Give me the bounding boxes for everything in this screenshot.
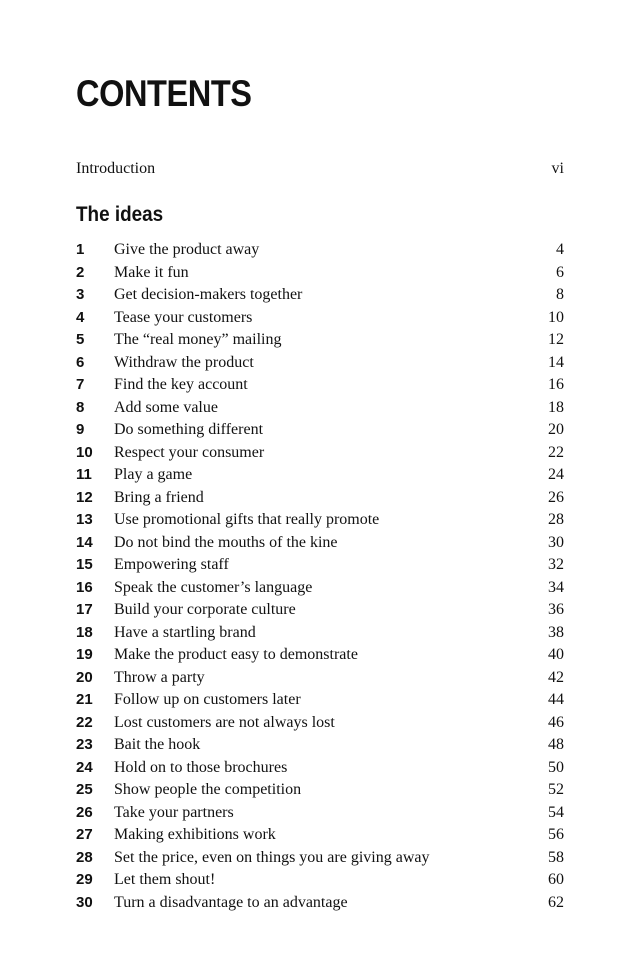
toc-entry bbox=[76, 284, 564, 307]
toc-entry-title: Add some value bbox=[114, 398, 218, 416]
toc-entry-title: Bring a friend bbox=[114, 488, 204, 506]
toc-entry-number: 10 bbox=[76, 443, 93, 461]
toc-entry-title: Turn a disadvantage to an advantage bbox=[114, 893, 348, 911]
toc-entry-number: 13 bbox=[76, 511, 93, 528]
toc-entry bbox=[76, 712, 564, 735]
toc-entry-number: 6 bbox=[76, 353, 85, 371]
page-title: CONTENTS bbox=[76, 73, 252, 114]
toc-entry-page: 36 bbox=[548, 601, 564, 618]
toc-entry-page: 10 bbox=[548, 308, 564, 326]
toc-entry-title: Let them shout! bbox=[114, 871, 216, 888]
toc-entry-title: Build your corporate culture bbox=[114, 601, 296, 618]
toc-entry-title: Withdraw the product bbox=[114, 353, 254, 371]
toc-entry-title: Make the product easy to demonstrate bbox=[114, 646, 358, 663]
toc-entry bbox=[76, 779, 564, 802]
toc-entry-page: 22 bbox=[548, 443, 564, 461]
toc-entry bbox=[76, 577, 564, 600]
toc-entry-page: 14 bbox=[548, 353, 564, 371]
toc-entry-title: Hold on to those brochures bbox=[114, 758, 288, 776]
toc-entry-title: Respect your consumer bbox=[114, 443, 265, 461]
toc-entry-page: 60 bbox=[548, 871, 564, 888]
toc-entry-page: 50 bbox=[548, 758, 564, 776]
toc-entry bbox=[76, 307, 564, 330]
toc-entry bbox=[76, 374, 564, 397]
toc-entry-page: 6 bbox=[556, 263, 564, 281]
toc-entry-number: 25 bbox=[76, 781, 93, 798]
toc-entry bbox=[76, 667, 564, 690]
toc-entry-title: Lost customers are not always lost bbox=[114, 713, 335, 731]
toc-entry-number: 24 bbox=[76, 758, 93, 776]
section-title: The ideas bbox=[76, 203, 164, 226]
toc-entry-introduction bbox=[76, 158, 564, 180]
toc-entry-page: 8 bbox=[556, 286, 564, 303]
toc-entry-title: Tease your customers bbox=[114, 308, 253, 326]
toc-entry bbox=[76, 757, 564, 780]
toc-entry-number: 8 bbox=[76, 398, 85, 416]
toc-entry bbox=[76, 262, 564, 285]
toc-entry-title: Throw a party bbox=[114, 668, 205, 686]
toc-entry-title: Get decision-makers together bbox=[114, 286, 303, 303]
toc-entry-number: 26 bbox=[76, 803, 93, 821]
toc-entry-number: 29 bbox=[76, 871, 93, 888]
toc-entry-title: Speak the customer’s language bbox=[114, 578, 313, 596]
toc-entry-page: 16 bbox=[548, 376, 564, 393]
toc-entry bbox=[76, 397, 564, 420]
toc-entry-page: 24 bbox=[548, 466, 564, 483]
toc-entry-number: 20 bbox=[76, 668, 93, 686]
toc-entry-page: 44 bbox=[548, 691, 564, 708]
toc-entry-page: 38 bbox=[548, 623, 564, 641]
toc-entry-number: 1 bbox=[76, 241, 85, 258]
toc-entry-number: 11 bbox=[76, 466, 92, 483]
toc-entry-page: 46 bbox=[548, 713, 564, 731]
toc-entry-page: 20 bbox=[548, 421, 564, 438]
toc-entry bbox=[76, 442, 564, 465]
toc-entry bbox=[76, 554, 564, 577]
toc-entry-number: 14 bbox=[76, 533, 93, 551]
toc-entry-title: Play a game bbox=[114, 466, 193, 483]
toc-entry-title: Give the product away bbox=[114, 241, 260, 258]
toc-entry-page: 26 bbox=[548, 488, 564, 506]
toc-entry-title: Do not bind the mouths of the kine bbox=[114, 533, 338, 551]
toc-entry-number: 12 bbox=[76, 488, 93, 506]
toc-entry bbox=[76, 352, 564, 375]
toc-entry bbox=[76, 892, 564, 915]
toc-entry-number: 16 bbox=[76, 578, 93, 596]
toc-entry-page: 18 bbox=[548, 398, 564, 416]
toc-entry-title: Follow up on customers later bbox=[114, 691, 301, 708]
toc-entry-number: 19 bbox=[76, 646, 93, 663]
toc-entry bbox=[76, 824, 564, 847]
toc-entry-title: Set the price, even on things you are giving away bbox=[114, 848, 430, 866]
toc-entry-title: Have a startling brand bbox=[114, 623, 256, 641]
toc-entry-title: Take your partners bbox=[114, 803, 234, 821]
toc-entry-title: Find the key account bbox=[114, 376, 248, 393]
toc-entry-title: Empowering staff bbox=[114, 556, 229, 573]
toc-entry-number: 30 bbox=[76, 893, 93, 911]
toc-entry-page: 28 bbox=[548, 511, 564, 528]
toc-entry-page: 34 bbox=[548, 578, 564, 596]
toc-entry-title: Bait the hook bbox=[114, 736, 201, 753]
toc-entry-number: 18 bbox=[76, 623, 93, 641]
toc-entry-number: 7 bbox=[76, 376, 85, 393]
toc-entry-page: 12 bbox=[548, 331, 564, 348]
toc-entry-number: 17 bbox=[76, 601, 93, 618]
toc-entry-number: 28 bbox=[76, 848, 93, 866]
toc-entry-title: Do something different bbox=[114, 421, 264, 438]
toc-entry-page: 40 bbox=[548, 646, 564, 663]
toc-entry-page: 42 bbox=[548, 668, 564, 686]
toc-entry-number: 4 bbox=[76, 308, 85, 326]
toc-entry bbox=[76, 419, 564, 442]
toc-entry-number: 9 bbox=[76, 421, 85, 438]
toc-entry-number: 15 bbox=[76, 556, 93, 573]
toc-entry-number: 5 bbox=[76, 331, 85, 348]
toc-entry-page: 48 bbox=[548, 736, 564, 753]
toc-entry-number: 2 bbox=[76, 263, 85, 281]
toc-entry bbox=[76, 869, 564, 892]
toc-entry bbox=[76, 532, 564, 555]
toc-entry-page: 56 bbox=[548, 826, 564, 843]
toc-entry-number: 22 bbox=[76, 713, 93, 731]
toc-entry bbox=[76, 329, 564, 352]
toc-entry-number: 27 bbox=[76, 826, 93, 843]
toc-entry-page: 30 bbox=[548, 533, 564, 551]
toc-entry-title: Show people the competition bbox=[114, 781, 302, 798]
toc-entry bbox=[76, 644, 564, 667]
toc-entry bbox=[76, 239, 564, 262]
toc-entry-title: The “real money” mailing bbox=[114, 331, 282, 348]
toc-entry bbox=[76, 464, 564, 487]
toc-entry bbox=[76, 622, 564, 645]
toc-entry bbox=[76, 599, 564, 622]
toc-entry-number: 21 bbox=[76, 691, 93, 708]
toc-entry-page: 58 bbox=[548, 848, 564, 866]
toc-entry bbox=[76, 847, 564, 870]
toc-list bbox=[76, 239, 564, 914]
toc-entry-title: Making exhibitions work bbox=[114, 826, 276, 843]
toc-entry bbox=[76, 487, 564, 510]
toc-entry-title: Use promotional gifts that really promote bbox=[114, 511, 380, 528]
toc-entry bbox=[76, 802, 564, 825]
toc-entry-page: 62 bbox=[548, 893, 564, 911]
toc-entry-page: 32 bbox=[548, 556, 564, 573]
toc-entry-page: vi bbox=[551, 160, 564, 177]
toc-entry-title: Make it fun bbox=[114, 263, 189, 281]
toc-entry bbox=[76, 734, 564, 757]
toc-entry bbox=[76, 509, 564, 532]
toc-entry-number: 23 bbox=[76, 736, 93, 753]
toc-entry-page: 4 bbox=[556, 241, 564, 258]
toc-entry-title: Introduction bbox=[76, 160, 156, 177]
toc-entry-page: 52 bbox=[548, 781, 564, 798]
toc-entry bbox=[76, 689, 564, 712]
toc-entry-page: 54 bbox=[548, 803, 564, 821]
toc-entry-number: 3 bbox=[76, 286, 85, 303]
